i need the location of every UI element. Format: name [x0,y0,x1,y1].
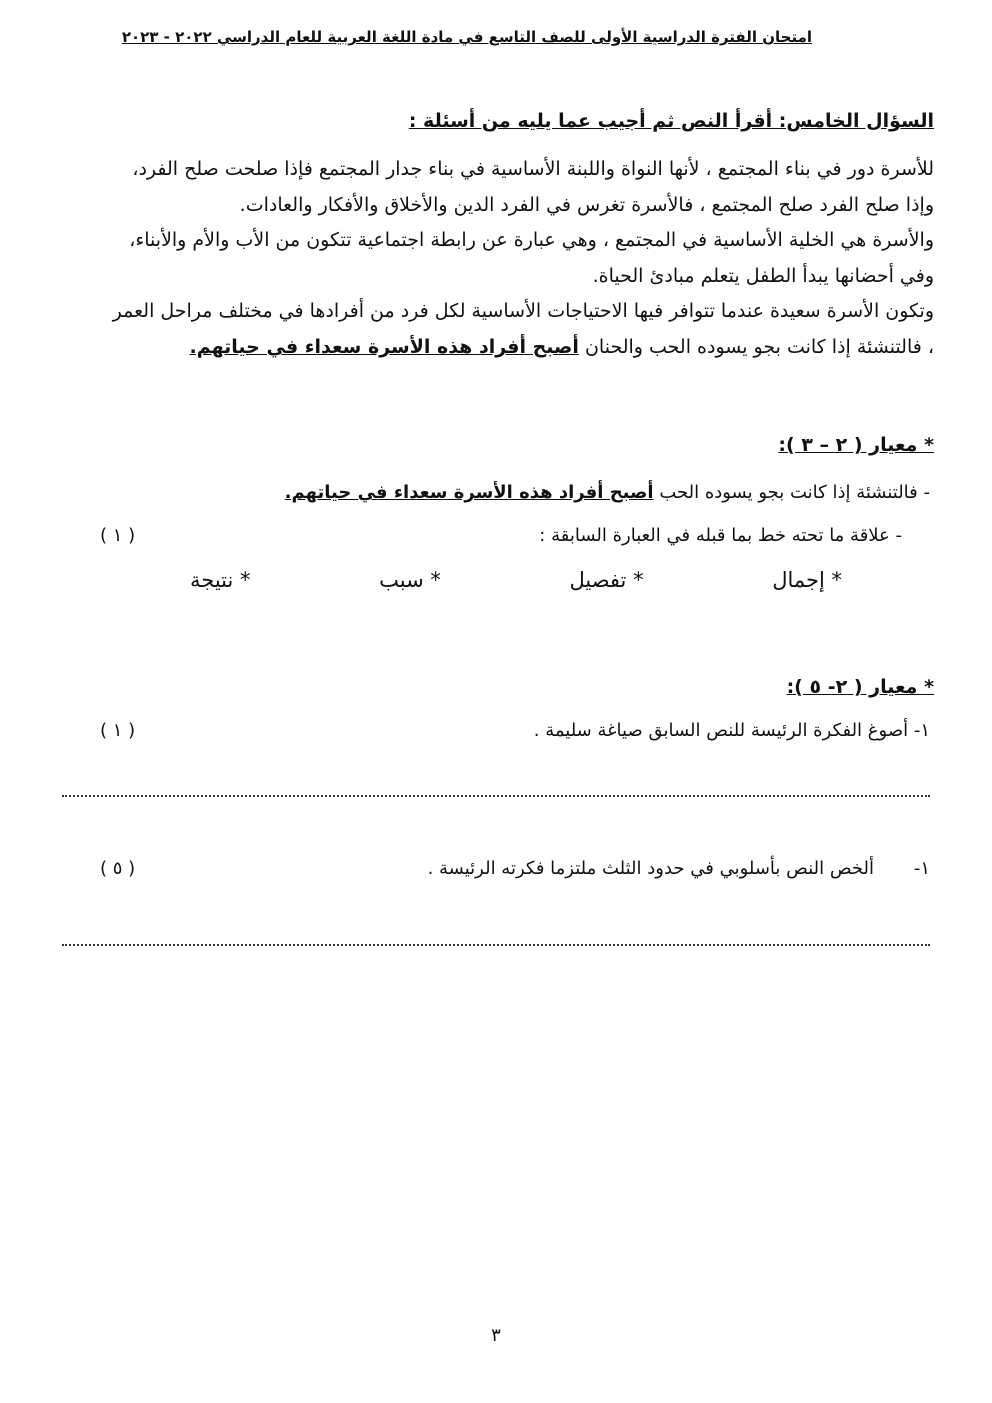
criterion-2-question-2: ألخص النص بأسلوبي في حدود الثلث ملتزما فكرته الرئيسة . [427,858,874,879]
passage-line [58,330,934,366]
passage-line: والأسرة هي الخلية الأساسية في المجتمع ، وهي عبارة عن رابطة اجتماعية تتكون من الأب والأم والأبناء، [129,229,934,252]
criterion-1-sentence [285,482,930,503]
criterion-1-marks: ( ١ ) [100,525,136,546]
criterion-2-label: * معيار ( ٢- ٥ ): [786,676,934,698]
passage-line: وإذا صلح الفرد صلح المجتمع ، فالأسرة تغرس في الفرد الدين والأخلاق والأفكار والعادات. [239,193,934,216]
passage-last-prefix: ، فالتنشئة إذا كانت بجو يسوده الحب والحنان [578,335,934,358]
option-tafseel[interactable]: * تفصيل [569,568,644,592]
passage-underlined-phrase: أصبح أفراد هذه الأسرة سعداء في حياتهم. [189,335,579,358]
page-number: ٣ [491,1325,501,1346]
criterion-2-question-1-marks: ( ١ ) [100,720,136,741]
option-sabab[interactable]: * سبب [379,568,441,592]
answer-line-2[interactable] [62,944,930,946]
sentence-underlined: أصبح أفراد هذه الأسرة سعداء في حياتهم. [284,482,654,503]
passage-line: وفي أحضانها يبدأ الطفل يتعلم مبادئ الحياة. [592,264,934,287]
criterion-2-question-2-marks: ( ٥ ) [100,858,136,879]
reading-passage [58,152,934,366]
option-nateeja[interactable]: * نتيجة [190,568,251,592]
answer-line-1[interactable] [62,795,930,797]
passage-line: للأسرة دور في بناء المجتمع ، لأنها النواة واللبنة الأساسية في بناء جدار المجتمع فإذا صلحت صلح الفرد، [132,158,934,180]
answer-options [190,568,842,592]
criterion-1-label: * معيار ( ٢ – ٣ ): [778,434,934,456]
criterion-1-question: - علاقة ما تحته خط بما قبله في العبارة السابقة : [539,525,902,546]
passage-line: وتكون الأسرة سعيدة عندما تتوافر فيها الاحتياجات الأساسية لكل فرد من أفرادها في مختلف مراحل العمر [112,300,934,323]
question-title: السؤال الخامس: أقرأ النص ثم أجيب عما يليه من أسئلة : [408,110,934,132]
criterion-2-question-2-number: ١- [913,858,930,879]
option-ijmal[interactable]: * إجمال [772,568,842,592]
sentence-prefix: - فالتنشئة إذا كانت بجو يسوده الحب [653,482,930,503]
exam-header: امتحان الفترة الدراسية الأولى للصف التاسع في مادة اللغة العربية للعام الدراسي ٢٠٢٢ - ٢٠٢٣ [121,28,812,46]
criterion-2-question-1: ١- أصوغ الفكرة الرئيسة للنص السابق صياغة سليمة . [533,720,930,741]
